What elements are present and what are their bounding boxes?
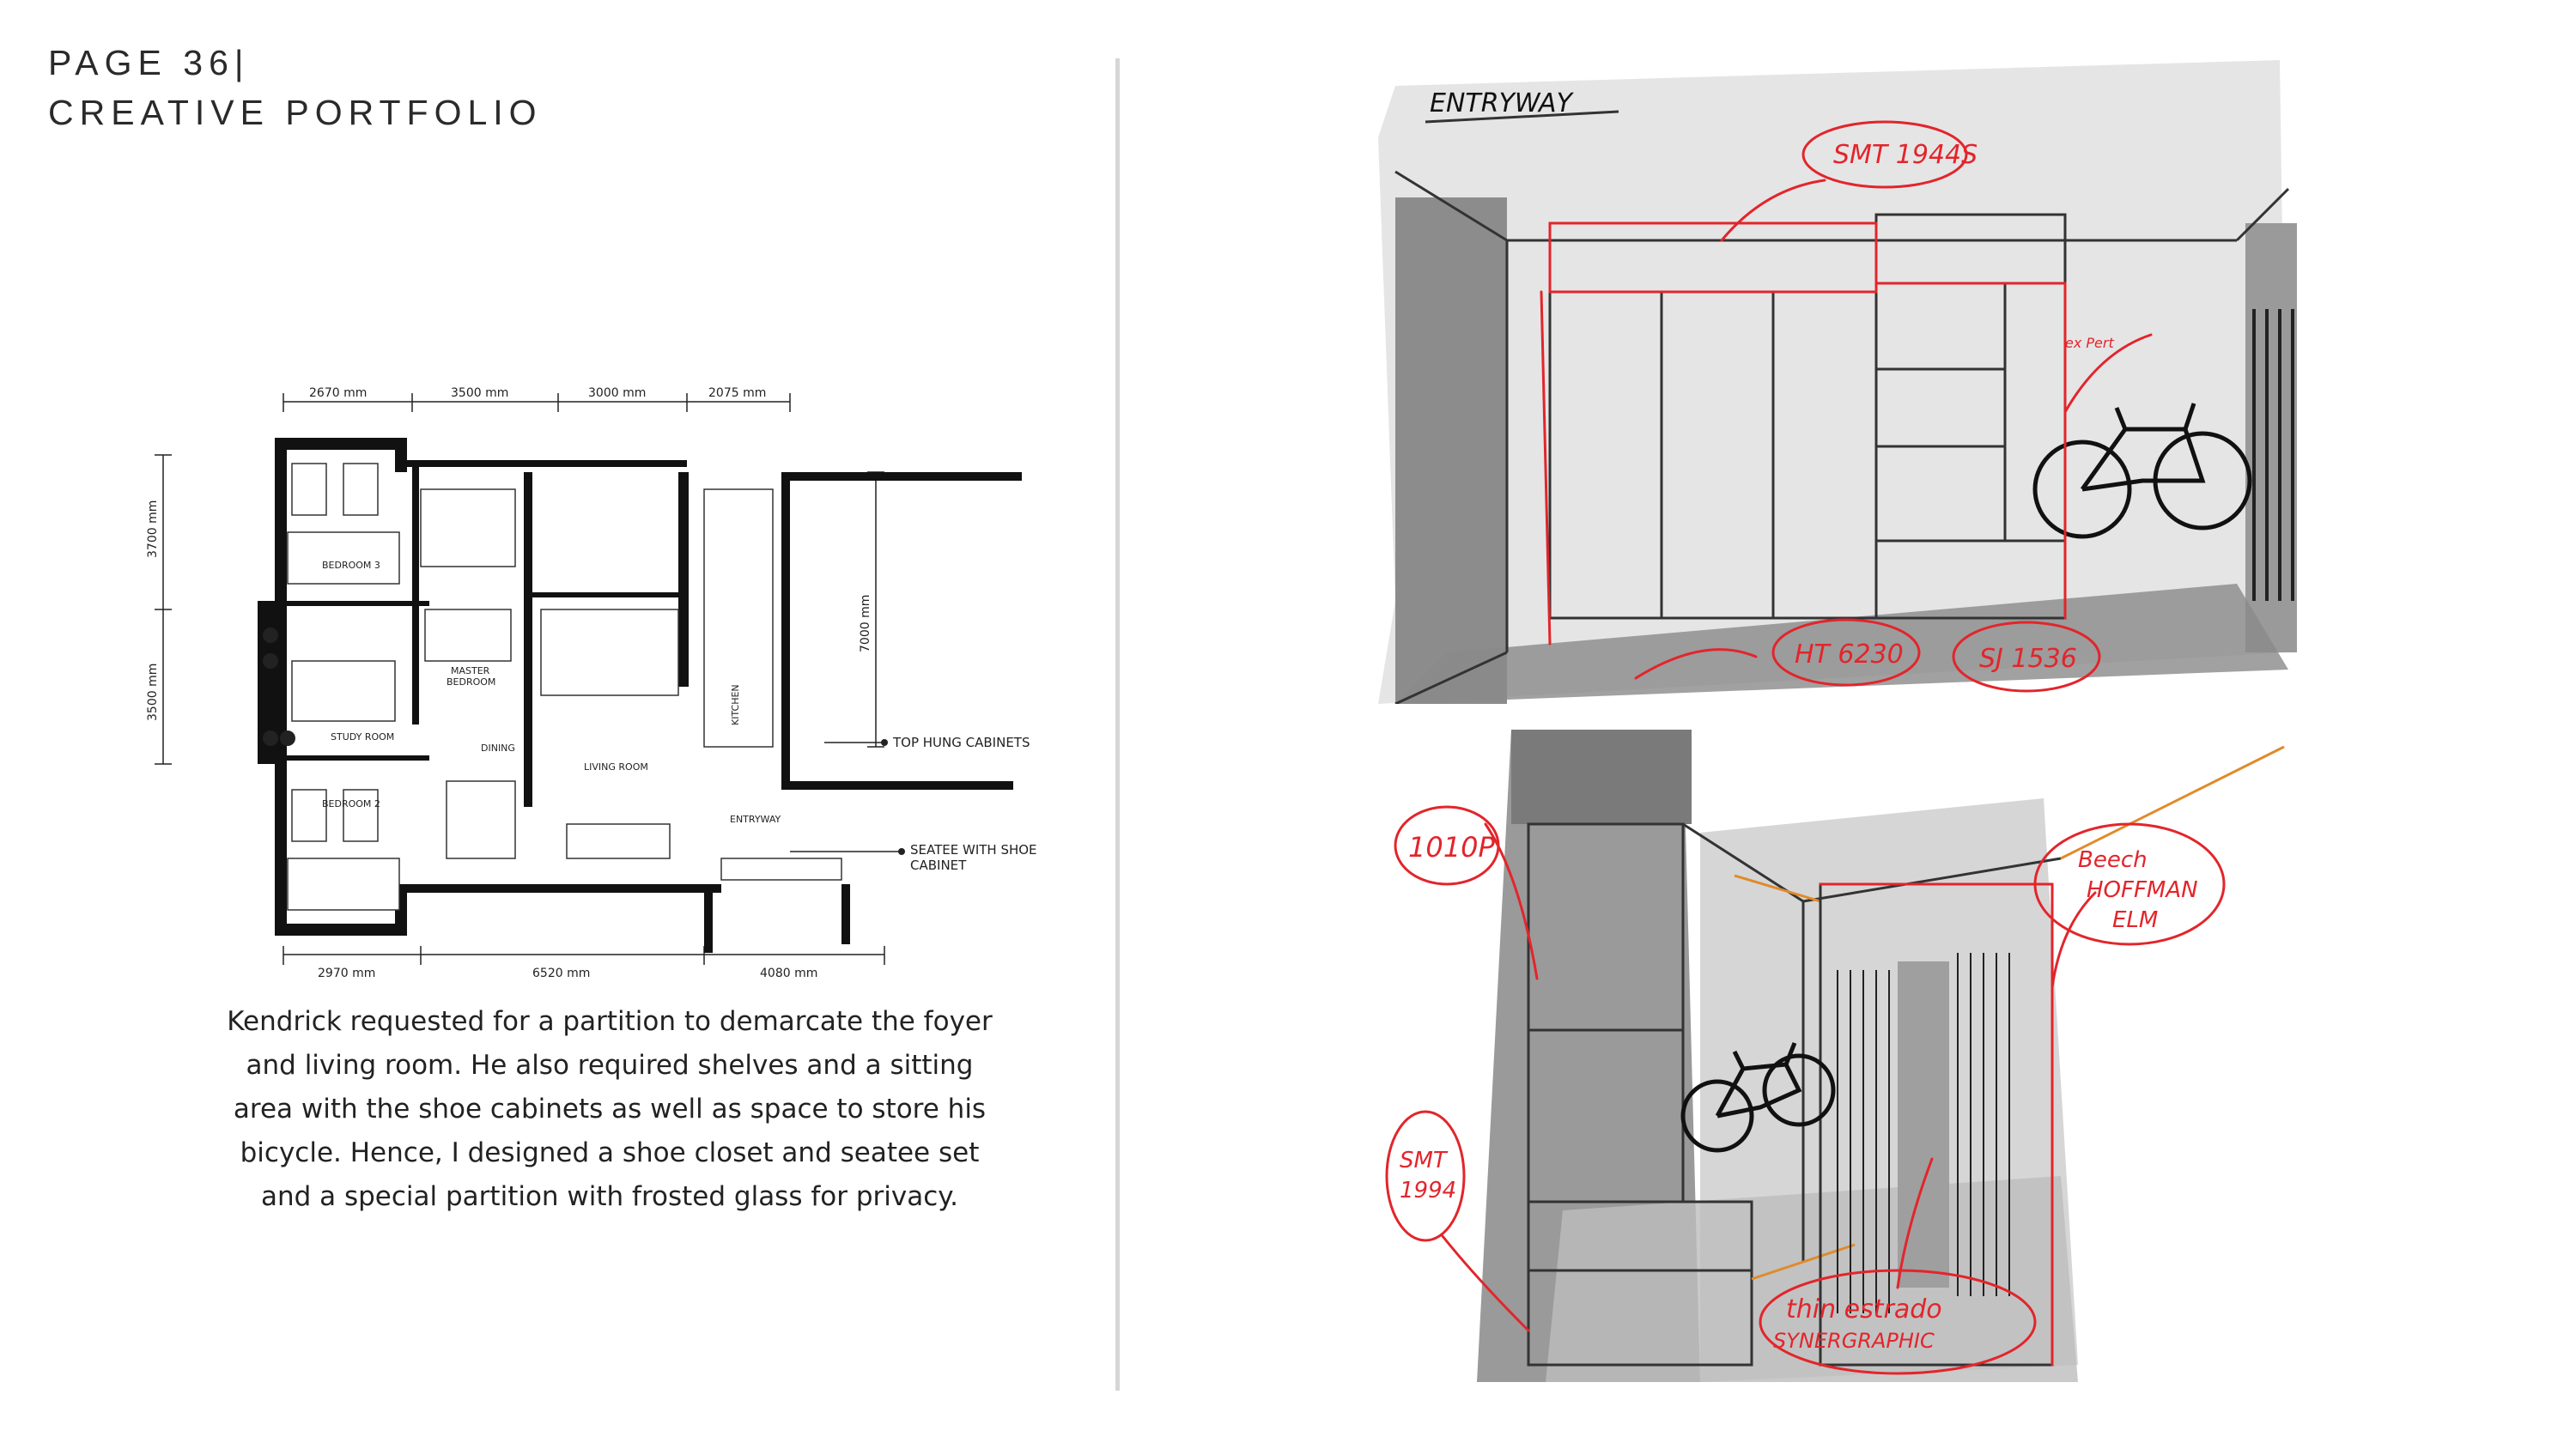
dim-right: 7000 mm <box>859 594 872 652</box>
portfolio-title: CREATIVE PORTFOLIO <box>48 93 543 132</box>
room-kitchen: KITCHEN <box>730 684 741 725</box>
room-study: STUDY ROOM <box>331 731 395 743</box>
room-living: LIVING ROOM <box>584 761 648 773</box>
note-smt-line1: SMT <box>1400 1148 1447 1173</box>
dim-top-4: 2075 mm <box>708 386 767 400</box>
dim-left-1: 3700 mm <box>146 500 160 558</box>
room-master-1: MASTER <box>451 665 490 676</box>
note-1010p: 1010P <box>1408 831 1495 864</box>
note-glass-line1: thin estrado <box>1786 1294 1942 1325</box>
annotation-seatee-1: SEATEE WITH SHOE <box>910 842 1037 858</box>
page-header <box>48 38 543 137</box>
room-master-2: BEDROOM <box>447 676 496 688</box>
room-bedroom-3: BEDROOM 3 <box>322 560 380 571</box>
note-sj: SJ 1536 <box>1979 644 2077 674</box>
entryway-sketch-top <box>1378 52 2306 704</box>
note-expert: ex Pert <box>2065 335 2114 351</box>
sketch-title-entryway: ENTRYWAY <box>1430 88 1572 118</box>
annotation-top-hung-cabinets: TOP HUNG CABINETS <box>893 735 1030 750</box>
note-smt: SMT 1944S <box>1833 140 1978 170</box>
dim-bottom-2: 6520 mm <box>532 967 591 979</box>
note-smt-line2: 1994 <box>1400 1178 1457 1203</box>
page-number: PAGE 36| <box>48 43 250 82</box>
entryway-sketch-bottom <box>1374 730 2301 1382</box>
room-dining: DINING <box>481 743 515 754</box>
note-beech-line3: ELM <box>2112 907 2159 933</box>
dim-top-2: 3500 mm <box>451 386 509 400</box>
room-entryway: ENTRYWAY <box>730 814 781 825</box>
note-beech-line2: HOFFMAN <box>2087 877 2198 903</box>
room-bedroom-2: BEDROOM 2 <box>322 798 380 809</box>
note-glass-line2: SYNERGRAPHIC <box>1773 1329 1935 1353</box>
note-ht: HT 6230 <box>1795 640 1904 670</box>
floor-plan <box>137 378 1065 979</box>
column-divider <box>1115 58 1120 1391</box>
project-description: Kendrick requested for a partition to demarcate the foyer and living room. He also required shelves and a sitting area with the shoe cabinets as well as space to store his bicycle. Hence, I designed a shoe closet and seatee set and a special partition with frosted glass for privacy. <box>227 1006 993 1212</box>
dim-bottom-3: 4080 mm <box>760 967 818 979</box>
note-beech-line1: Beech <box>2078 847 2148 873</box>
dim-left-2: 3500 mm <box>146 663 160 721</box>
annotation-seatee-2: CABINET <box>910 858 967 873</box>
dim-top-3: 3000 mm <box>588 386 647 400</box>
dim-bottom-1: 2970 mm <box>318 967 376 979</box>
dim-top-1: 2670 mm <box>309 386 368 400</box>
